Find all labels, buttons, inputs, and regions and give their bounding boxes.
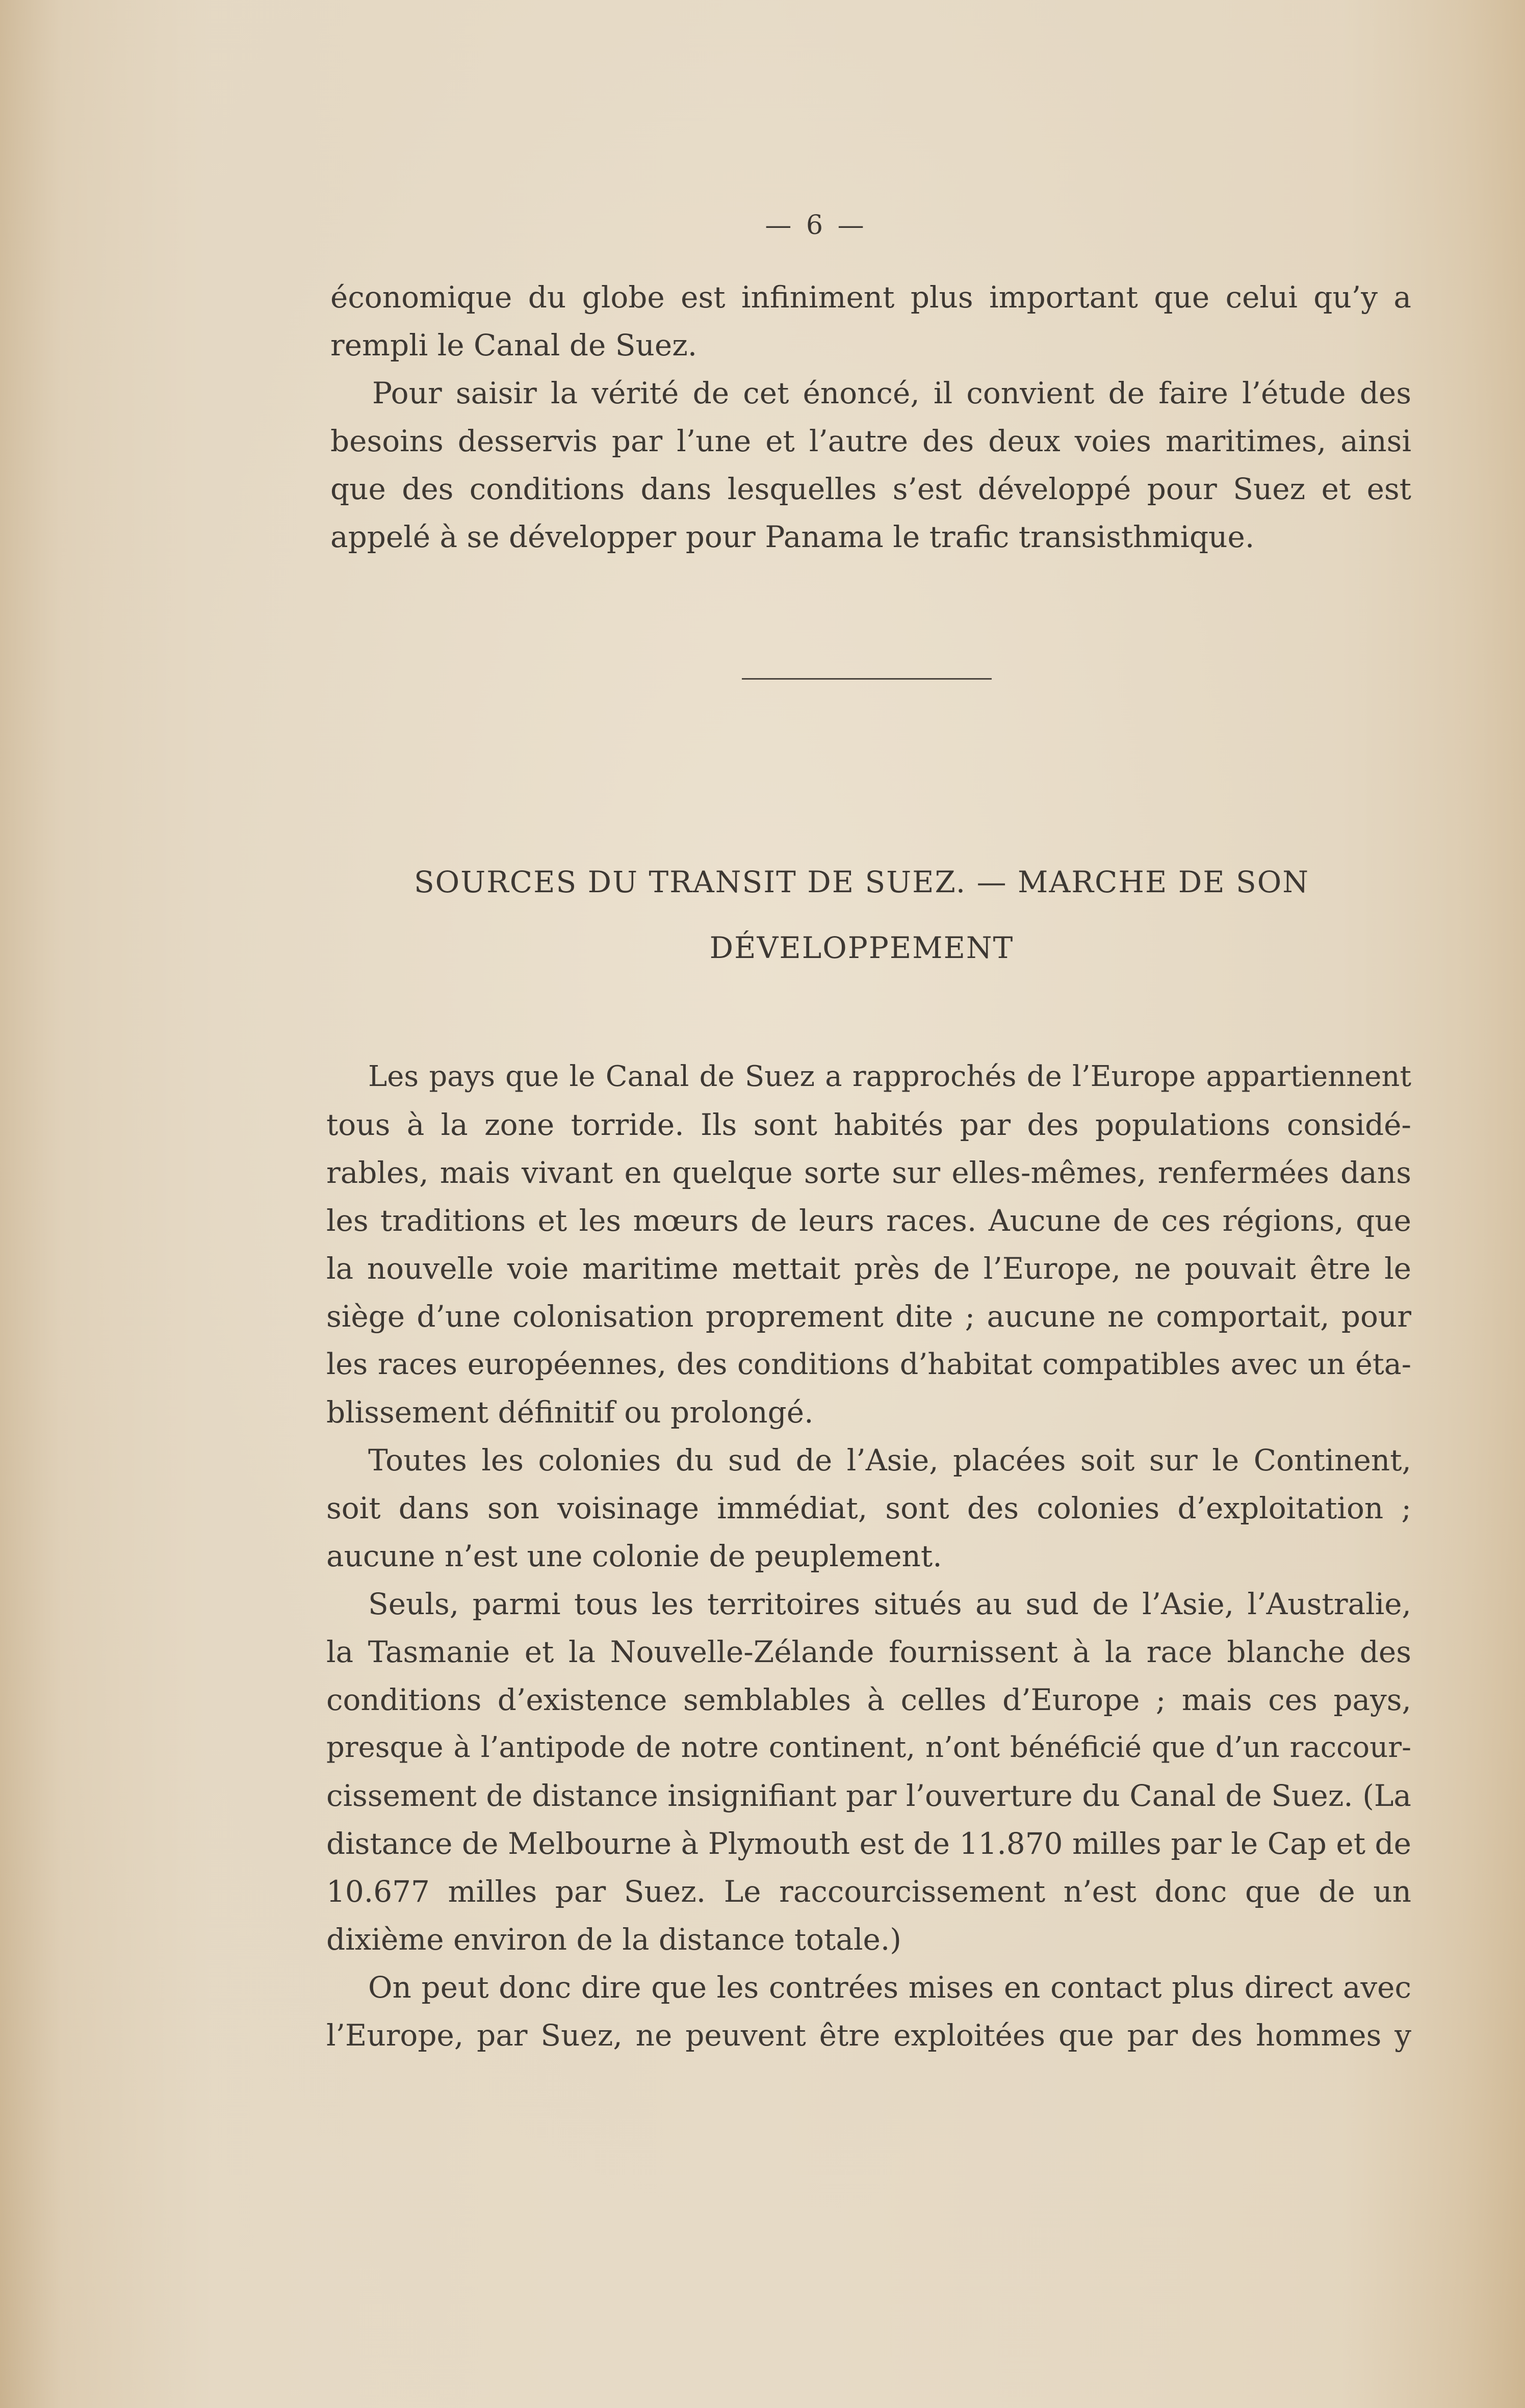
text-line: Les pays que le Canal de Suez a rapprochés de l’Europe appartiennent xyxy=(368,1060,1411,1093)
text-line: appelé à se développer pour Panama le trafic transisthmique. xyxy=(330,520,1255,554)
text-line: siège d’une colonisation proprement dite ; aucune ne comportait, pour xyxy=(326,1299,1411,1334)
text-line: les traditions et les mœurs de leurs races. Aucune de ces régions, que xyxy=(326,1203,1411,1238)
text-line: tous à la zone torride. Ils sont habités par des populations considé- xyxy=(326,1107,1411,1142)
text-line: Seuls, parmi tous les territoires situés au sud de l’Asie, l’Australie, xyxy=(368,1587,1411,1621)
text-line: dixième environ de la distance totale.) xyxy=(326,1922,901,1957)
text-line: distance de Melbourne à Plymouth est de 11.870 milles par le Cap et de xyxy=(326,1826,1411,1861)
text-line: l’Europe, par Suez, ne peuvent être exploitées que par des hommes y xyxy=(326,2018,1411,2053)
text-line: presque à l’antipode de notre continent, n’ont bénéficié que d’un raccour- xyxy=(326,1731,1411,1764)
section-title-line-1: SOURCES DU TRANSIT DE SUEZ. — MARCHE DE SON xyxy=(413,865,1310,899)
text-line: blissement définitif ou prolongé. xyxy=(326,1395,814,1430)
text-line: besoins desservis par l’une et l’autre des deux voies maritimes, ainsi xyxy=(330,424,1411,458)
text-line: cissement de distance insignifiant par l’ouverture du Canal de Suez. (La xyxy=(326,1778,1411,1813)
text-line: 10.677 milles par Suez. Le raccourcissement n’est donc que de un xyxy=(326,1874,1411,1909)
text-line: aucune n’est une colonie de peuplement. xyxy=(326,1539,942,1573)
section-title-line-2: DÉVELOPPEMENT xyxy=(709,930,1014,965)
text-line: rempli le Canal de Suez. xyxy=(330,328,697,363)
text-line: que des conditions dans lesquelles s’est développé pour Suez et est xyxy=(330,472,1411,506)
text-line: soit dans son voisinage immédiat, sont des colonies d’exploitation ; xyxy=(326,1491,1411,1525)
text-line: conditions d’existence semblables à celles d’Europe ; mais ces pays, xyxy=(326,1682,1411,1717)
page-number: — 6 — xyxy=(765,210,867,241)
text-line: Toutes les colonies du sud de l’Asie, placées soit sur le Continent, xyxy=(368,1443,1411,1478)
section-divider xyxy=(742,678,992,680)
text-line: les races européennes, des conditions d’habitat compatibles avec un éta- xyxy=(326,1348,1411,1381)
text-line: Pour saisir la vérité de cet énoncé, il convient de faire l’étude des xyxy=(372,376,1411,410)
text-line: économique du globe est infiniment plus important que celui qu’y a xyxy=(330,280,1411,315)
text-line: rables, mais vivant en quelque sorte sur elles-mêmes, renfermées dans xyxy=(326,1155,1411,1190)
text-line: la nouvelle voie maritime mettait près de l’Europe, ne pouvait être le xyxy=(326,1251,1411,1286)
text-line: On peut donc dire que les contrées mises en contact plus direct avec xyxy=(368,1970,1411,2005)
text-line: la Tasmanie et la Nouvelle-Zélande fournissent à la race blanche des xyxy=(326,1635,1411,1669)
